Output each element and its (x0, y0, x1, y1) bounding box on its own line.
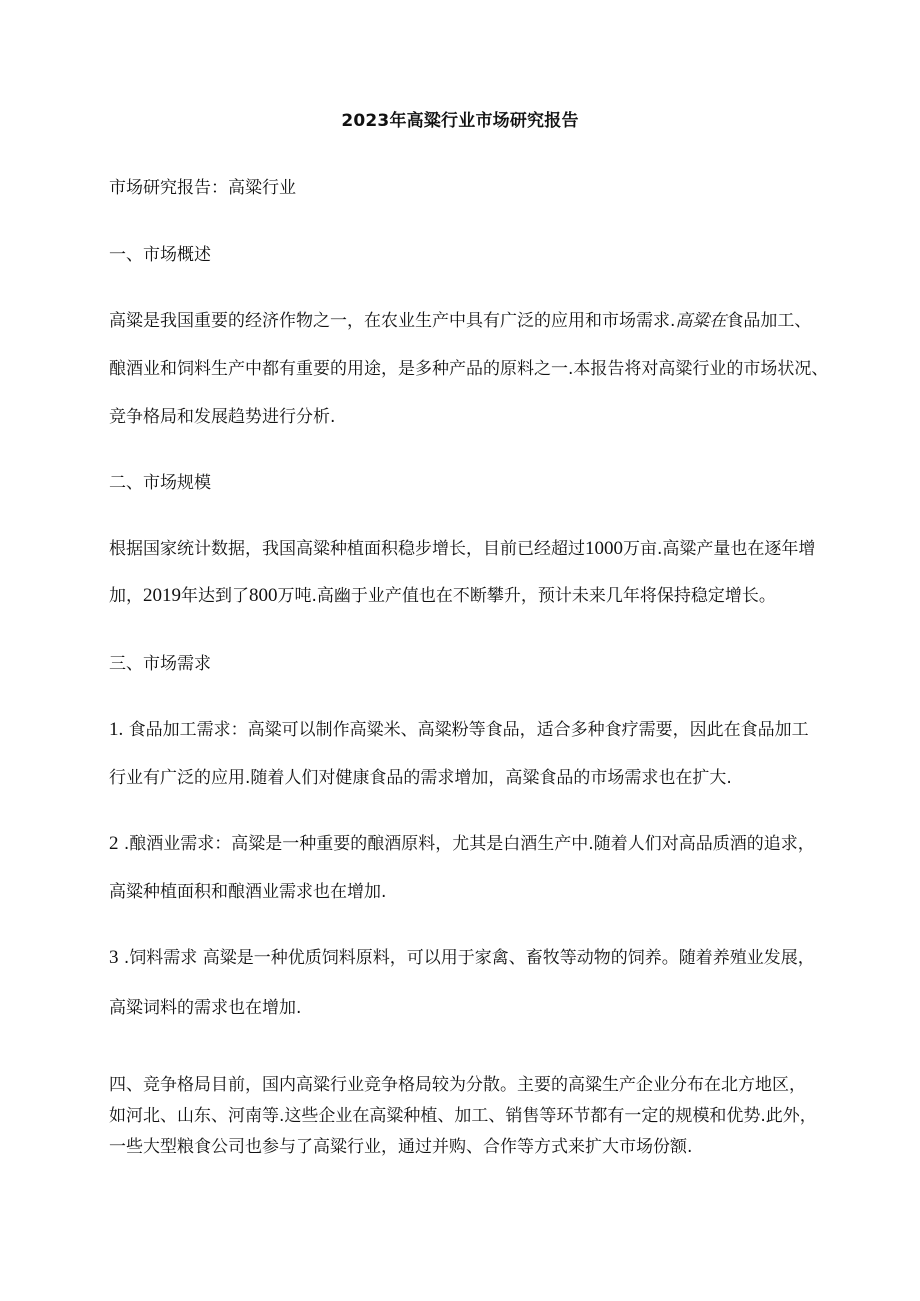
competition-paragraph-line: 一些大型粮食公司也参与了高粱行业，通过并购、合作等方式来扩大市场份额. (109, 1137, 693, 1157)
demand-item-brewing-line (109, 832, 829, 856)
competition-paragraph-line: 如河北、山东、河南等.这些企业在高粱种植、加工、销售等环节都有一定的规模和优势.此外， (109, 1106, 817, 1126)
overview-paragraph-line: 酿酒业和饲料生产中都有重要的用途，是多种产品的原料之一.本报告将对高粱行业的市场状况、 (109, 359, 829, 379)
demand-item-feed-line: 高粱词料的需求也在增加. (109, 998, 302, 1018)
market-size-text: 万吨.高幽于业产值也在不断攀升，预计未来几年将保持稳定增长。 (277, 586, 776, 606)
market-size-text: 年达到了 (181, 586, 249, 606)
demand-item-number: 3 (109, 947, 119, 968)
section-heading-overview: 一、市场概述 (109, 245, 211, 265)
demand-item-food-line: 行业有广泛的应用.随着人们对健康食品的需求增加，高粱食品的市场需求也在扩大. (109, 768, 732, 788)
overview-paragraph-line (109, 309, 829, 333)
market-size-paragraph-line (109, 537, 829, 561)
market-size-text: 万亩.高粱产量也在逐年增 (623, 539, 816, 559)
overview-text: 食品加工、 (726, 311, 812, 331)
section-heading-demand: 三、市场需求 (109, 654, 211, 674)
demand-item-text: .饲料需求 高粱是一种优质饲料原料，可以用于家禽、畜牧等动物的饲养。随着养殖业发展， (118, 948, 815, 968)
competition-paragraph-line: 四、竞争格局目前，国内高粱行业竞争格局较为分散。主要的高粱生产企业分布在北方地区， (109, 1075, 806, 1095)
market-size-paragraph-line (109, 584, 829, 608)
overview-paragraph-line: 竞争格局和发展趋势进行分析. (109, 407, 336, 427)
demand-item-number: 2 (109, 833, 119, 854)
overview-text: 高粱是我国重要的经济作物之一，在农业生产中具有广泛的应用和市场需求. (109, 311, 676, 331)
document-title: 2023年高粱行业市场研究报告 (341, 111, 579, 131)
market-size-number: 2019 (143, 585, 181, 606)
demand-item-text: .酿酒业需求：高粱是一种重要的酿酒原料，尤其是白酒生产中.随着人们对高品质酒的追求， (118, 834, 815, 854)
demand-item-food-line (109, 718, 829, 742)
report-subtitle: 市场研究报告：高粱行业 (109, 178, 296, 198)
market-size-text: 加， (109, 586, 143, 606)
demand-item-brewing-line: 高粱种植面积和酿酒业需求也在增加. (109, 882, 387, 902)
demand-item-number: 1. (109, 719, 124, 740)
demand-item-text: 食品加工需求：高粱可以制作高粱米、高粱粉等食品，适合多种食疗需要，因此在食品加工 (123, 720, 809, 740)
overview-italic-text: 高粱在 (675, 311, 727, 331)
market-size-number: 800 (249, 585, 278, 606)
demand-item-feed-line (109, 946, 829, 970)
market-size-text: 根据国家统计数据，我国高粱种植面积稳步增长，目前已经超过 (109, 539, 585, 559)
market-size-number: 1000 (585, 538, 623, 559)
section-heading-market-size: 二、市场规模 (109, 473, 211, 493)
